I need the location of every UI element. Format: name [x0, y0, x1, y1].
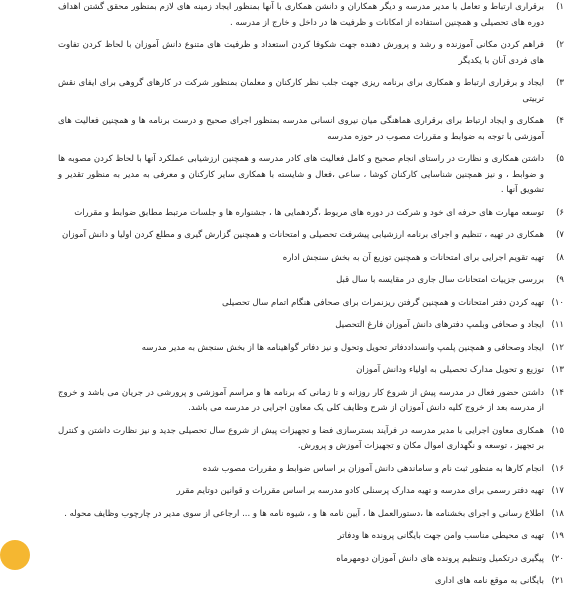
item-text: توزیع و تحویل مدارک تحصیلی به اولیاء ودانش آموزان	[356, 365, 544, 375]
list-item	[58, 251, 564, 267]
accent-circle	[0, 540, 30, 570]
list-item	[58, 296, 564, 312]
item-text: انجام کارها به منظور ثبت نام و ساماندهی دانش آموزان بر اساس ضوابط و مقررات مصوب شده	[202, 463, 544, 474]
list-item	[58, 318, 564, 334]
list-item	[58, 341, 564, 357]
item-number: ۲۰)	[551, 553, 564, 564]
item-text: توسعه مهارت های حرفه ای خود و شرکت در دوره های مربوط ،گردهمایی ها ، جشنواره ها و جلسات مرتبط مطابق ضوابط و مقررات	[74, 207, 544, 218]
item-text: اطلاع رسانی و اجرای بخشنامه ها ،دستورالعمل ها ، آیین نامه ها و ، شیوه نامه ها و ... ارجاعی از سوی مدیر در چارچوب وظایف محوله .	[64, 508, 544, 519]
item-number: ۱۳)	[551, 365, 564, 375]
item-text: تهیه ی محیطی مناسب وامن جهت بایگانی پرونده ها ودفاتر	[337, 531, 544, 541]
item-number: ۱۵)	[551, 425, 564, 436]
item-text: تهیه تقویم اجرایی برای امتحانات و همچنین توزیع آن به بخش سنجش اداره	[282, 252, 544, 263]
item-number: ۲۱)	[551, 576, 564, 586]
item-text: ایجاد و برقراری ارتباط و همکاری برای برنامه ریزی جهت جلب نظر کارکنان و معلمان بمنظور شرکت در کارهای گروهی برای ایفای نقش تربیتی	[58, 78, 544, 104]
item-text: همکاری معاون اجرایی با مدیر مدرسه در فرآیند بسترسازی فضا و تجهیزات پیش از شروع سال تحصیلی جدید و نیز نظارت داشتن و کنترل بر تجهیز ، توسعه و نگهداری اموال مکان و تجهیزات آموزش و پرورش.	[58, 425, 544, 451]
list-item	[58, 114, 564, 145]
list-item	[58, 38, 564, 69]
item-number: ۸)	[556, 252, 564, 263]
item-text: همکاری در تهیه ، تنظیم و اجرای برنامه ارزشیابی پیشرفت تحصیلی و امتحانات و همچنین گزارش گیری و مطلع کردن اولیا و دانش آموزان	[61, 230, 544, 240]
item-text: ایجاد وصحافی و همچنین پلمپ وانسداددفاتر تحویل وتحول و نیز دفاتر گواهینامه ها از بخش سنجش به مدیر مدرسه	[141, 342, 544, 353]
item-number: ۲)	[556, 40, 564, 50]
item-number: ۱۲)	[551, 342, 564, 353]
item-number: ۱۸)	[551, 508, 564, 519]
item-text: بایگانی به موقع نامه های اداری	[434, 576, 544, 586]
item-number: ۶)	[556, 207, 564, 218]
item-text: داشتن همکاری و نظارت در راستای انجام صحیح و کامل فعالیت های کادر مدرسه و همچنین ارزشیابی عملکرد آنها با لحاظ کردن مصوبه ها و ضوابط ، و نیز همچنین شناسایی کارکنان کوشا ، ساعی ،فعال و شایسته با همکاری سایر کارکنان و معرفی به مدیر به منظور تقدیر و تشویق آنها .	[58, 154, 544, 195]
item-number: ۱۶)	[551, 463, 564, 474]
list-item	[58, 484, 564, 500]
item-text: پیگیری درتکمیل وتنظیم پرونده های دانش آموزان دومهرماه	[336, 553, 544, 564]
list-item	[58, 424, 564, 455]
item-number: ۳)	[556, 78, 564, 88]
item-text: برقراری ارتباط و تعامل با مدیر مدرسه و دیگر همکاران و دانشن همکاری با آنها بمنظور ایجاد زمینه های لازم بمنظور محقق گشتن اهداف دوره های تحصیلی و همچنین استفاده از امکانات و ظرفیت ها در داخل و خارج از مدرسه .	[58, 2, 544, 28]
list-item	[58, 507, 564, 523]
item-number: ۱۴)	[551, 387, 564, 398]
item-text: ایجاد و صحافی وبلمپ دفترهای دانش آموزان فارغ التحصیل	[335, 320, 544, 330]
list-item	[58, 228, 564, 244]
item-text: بررسی جزییات امتحانات سال جاری در مقایسه با سال قبل	[336, 275, 544, 285]
list-item	[58, 574, 564, 590]
item-number: ۵)	[556, 154, 564, 164]
list-item	[58, 529, 564, 545]
list-item	[58, 0, 564, 31]
item-number: ۹)	[556, 275, 564, 285]
list-item	[58, 206, 564, 222]
list-item	[58, 152, 564, 199]
document-page	[14, 0, 574, 586]
item-number: ۷)	[556, 230, 564, 240]
item-text: فراهم کردن مکانی آموزنده و رشد و پرورش دهنده جهت شکوفا کردن استعداد و ظرفیت های متنوع دانش آموزان با لحاظ کردن تفاوت های فردی آنان با یکدیگر	[58, 40, 544, 66]
item-number: ۱۱)	[551, 320, 564, 330]
item-text: همکاری و ایجاد ارتباط برای برقراری هماهنگی میان نیروی انسانی مدرسه بمنظور اجرای صحیح و درست برنامه ها و همچنین فعالیت های آموزشی با توجه به ضوابط و مقررات مصوب در حوزه مدرسه	[58, 116, 544, 142]
list-item	[58, 462, 564, 478]
list-item	[58, 552, 564, 568]
item-number: ۱)	[556, 2, 564, 12]
item-number: ۱۹)	[551, 531, 564, 541]
item-number: ۴)	[556, 116, 564, 126]
duties-list	[58, 0, 564, 590]
list-item	[58, 273, 564, 289]
item-text: تهیه کردن دفتر امتحانات و همچنین گرفتن ریزنمرات برای صحافی هنگام اتمام سال تحصیلی	[221, 297, 544, 308]
item-text: تهیه دفتر رسمی برای مدرسه و تهیه مدارک پرسنلی کادو مدرسه بر اساس مقررات و قوانین دوتایم مقرر	[176, 486, 544, 496]
item-text: داشتن حضور فعال در مدرسه پیش از شروع کار روزانه و تا زمانی که برنامه ها و مراسم آموزشی و پرورشی در جریان می باشد و خروج از مدرسه بعد از خروج کلیه دانش آموزان از شرح وظایف کلی یک معاون اجرایی در مدرسه می باشد.	[58, 387, 544, 413]
list-item	[58, 386, 564, 417]
list-item	[58, 363, 564, 379]
item-number: ۱۷)	[551, 486, 564, 496]
item-number: ۱۰)	[551, 297, 564, 308]
list-item	[58, 76, 564, 107]
